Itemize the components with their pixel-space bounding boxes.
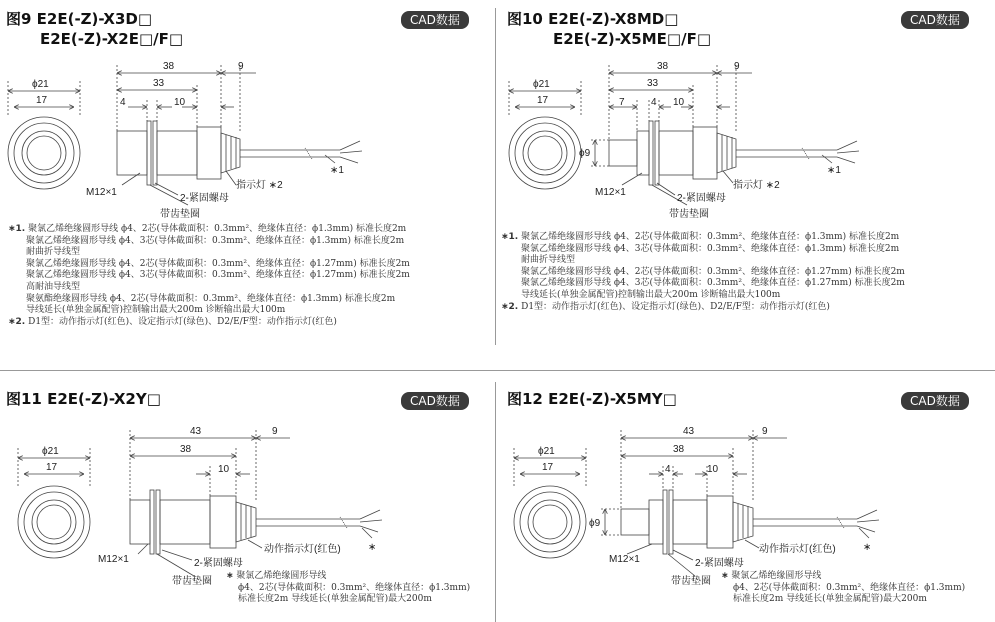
vertical-divider-bottom (495, 382, 496, 622)
dim-38: 38 (673, 444, 685, 455)
dim-33: 33 (153, 78, 165, 89)
front-view-outer (8, 117, 80, 189)
dim-phi21: ϕ21 (32, 79, 49, 90)
indicator-label: 指示灯 ∗2 (733, 180, 780, 191)
dim-phi9: ϕ9 (579, 148, 591, 159)
note-line: 耐曲折导线型 (26, 247, 81, 258)
note-line: 标准长度2m 导线延长(单独金属配管)最大200m (238, 594, 432, 605)
dim-phi21: ϕ21 (533, 79, 550, 90)
figure-10-panel (497, 0, 995, 345)
note-line: 标准长度2m 导线延长(单独金属配管)最大200m (733, 594, 927, 605)
washer-label: 带齿垫圈 (160, 209, 200, 220)
nut-label: 2-紧固螺母 (180, 193, 229, 204)
figure-9-subtitle: E2E(-Z)-X2E□/F□ (40, 30, 184, 48)
dim-10: 10 (707, 464, 719, 475)
note-line: 聚氯乙烯绝缘圆形导线 ϕ4、2芯(导体截面积：0.3mm²、绝缘体直径：ϕ1.27mm) 标准长度2m (26, 258, 410, 269)
figure-11-notes (226, 571, 470, 606)
note-line: 聚氨酯绝缘圆形导线 ϕ4、2芯(导体截面积：0.3mm²、绝缘体直径：ϕ1.3mm) 标准长度2m (26, 293, 396, 304)
indicator-label: 动作指示灯(红色) (264, 544, 341, 555)
note-line: 聚氯乙烯绝缘圆形导线 ϕ4、3芯(导体截面积：0.3mm²、绝缘体直径：ϕ1.27mm) 标准长度2m (26, 270, 410, 281)
note-line: ∗ 聚氯乙烯绝缘圆形导线 (721, 571, 822, 581)
dim-17: 17 (542, 462, 554, 473)
note-line: 聚氯乙烯绝缘圆形导线 ϕ4、2芯(导体截面积：0.3mm²、绝缘体直径：ϕ1.27mm) 标准长度2m (521, 266, 905, 277)
figure-10-title: 图10 E2E(-Z)-X8MD□ (507, 10, 679, 28)
figure-9-panel (0, 0, 495, 345)
cad-data-button[interactable]: CAD数据 (901, 392, 969, 410)
dim-38: 38 (657, 61, 669, 72)
note-line: ∗ 聚氯乙烯绝缘圆形导线 (226, 571, 327, 581)
nut-label: 2-紧固螺母 (194, 558, 243, 569)
dim-phi9: ϕ9 (589, 518, 601, 529)
note-line: 耐曲折导线型 (521, 255, 576, 266)
vertical-divider-top (495, 8, 496, 345)
note-line: ∗1. 聚氯乙烯绝缘圆形导线 ϕ4、2芯(导体截面积：0.3mm²、绝缘体直径：ϕ1.3mm) 标准长度2m (8, 224, 407, 234)
washer-label: 带齿垫圈 (671, 576, 711, 587)
note-line: 高耐油导线型 (26, 281, 81, 292)
nut-label: 2-紧固螺母 (677, 193, 726, 204)
cable-note-mark: ∗ (863, 542, 872, 553)
figure-9-title: 图9 E2E(-Z)-X3D□ (6, 10, 153, 28)
dim-4: 4 (651, 97, 657, 108)
cable-note-mark: ∗1 (330, 165, 344, 176)
horizontal-divider (0, 370, 995, 371)
dim-38: 38 (180, 444, 192, 455)
dim-10: 10 (174, 97, 186, 108)
note-line: 导线延长(单独金属配管)控制输出最大200m 诊断输出最大100m (26, 305, 286, 316)
figure-9-notes (8, 224, 410, 328)
dim-33: 33 (647, 78, 659, 89)
dim-10: 10 (673, 97, 685, 108)
figure-11-panel (0, 380, 495, 622)
figure-12-title: 图12 E2E(-Z)-X5MY□ (507, 390, 677, 408)
figure-12-notes (721, 571, 965, 606)
figure-10-notes (501, 232, 905, 313)
indicator-label: 指示灯 ∗2 (236, 180, 283, 191)
cad-data-button[interactable]: CAD数据 (901, 11, 969, 29)
note-line: 聚氯乙烯绝缘圆形导线 ϕ4、3芯(导体截面积：0.3mm²、绝缘体直径：ϕ1.27mm) 标准长度2m (521, 278, 905, 289)
thread-label: M12×1 (86, 187, 117, 198)
cable-note-mark: ∗ (368, 542, 377, 553)
indicator-label: 动作指示灯(红色) (759, 544, 836, 555)
dim-7: 7 (619, 97, 625, 108)
dim-38: 38 (163, 61, 175, 72)
figure-10-drawing (497, 55, 995, 235)
dim-17: 17 (36, 95, 48, 106)
note-line: ∗1. 聚氯乙烯绝缘圆形导线 ϕ4、2芯(导体截面积：0.3mm²、绝缘体直径：ϕ1.3mm) 标准长度2m (501, 232, 900, 242)
cable-note-mark: ∗1 (827, 165, 841, 176)
dim-9: 9 (734, 61, 740, 72)
thread-label: M12×1 (609, 554, 640, 565)
dim-phi21: ϕ21 (538, 446, 555, 457)
figure-11-title: 图11 E2E(-Z)-X2Y□ (6, 390, 161, 408)
dim-17: 17 (46, 462, 58, 473)
dim-9: 9 (762, 426, 768, 437)
dim-4: 4 (665, 464, 671, 475)
figure-12-panel (497, 380, 995, 622)
thread-label: M12×1 (595, 187, 626, 198)
cad-data-button[interactable]: CAD数据 (401, 11, 469, 29)
washer-label: 带齿垫圈 (669, 209, 709, 220)
dim-9: 9 (272, 426, 278, 437)
note-line: ∗2. D1型：动作指示灯(红色)、设定指示灯(绿色)、D2/E/F型：动作指示灯(红色) (501, 301, 830, 312)
dim-phi21: ϕ21 (42, 446, 59, 457)
cad-data-button[interactable]: CAD数据 (401, 392, 469, 410)
nut-label: 2-紧固螺母 (695, 558, 744, 569)
washer-label: 带齿垫圈 (172, 576, 212, 587)
thread-label: M12×1 (98, 554, 129, 565)
note-line: 聚氯乙烯绝缘圆形导线 ϕ4、3芯(导体截面积：0.3mm²、绝缘体直径：ϕ1.3mm) 标准长度2m (26, 235, 405, 246)
dim-9: 9 (238, 61, 244, 72)
dim-10: 10 (218, 464, 230, 475)
note-line: 导线延长(单独金属配管)控制输出最大200m 诊断输出最大100m (521, 289, 781, 300)
dim-4: 4 (120, 97, 126, 108)
figure-10-subtitle: E2E(-Z)-X5ME□/F□ (553, 30, 711, 48)
note-line: ϕ4、2芯(导体截面积：0.3mm²、绝缘体直径：ϕ1.3mm) (733, 582, 966, 593)
note-line: 聚氯乙烯绝缘圆形导线 ϕ4、3芯(导体截面积：0.3mm²、绝缘体直径：ϕ1.3mm) 标准长度2m (521, 243, 900, 254)
dim-43: 43 (683, 426, 695, 437)
note-line: ∗2. D1型：动作指示灯(红色)、设定指示灯(绿色)、D2/E/F型：动作指示灯(红色) (8, 316, 337, 327)
note-line: ϕ4、2芯(导体截面积：0.3mm²、绝缘体直径：ϕ1.3mm) (238, 582, 471, 593)
dim-43: 43 (190, 426, 202, 437)
dim-17: 17 (537, 95, 549, 106)
